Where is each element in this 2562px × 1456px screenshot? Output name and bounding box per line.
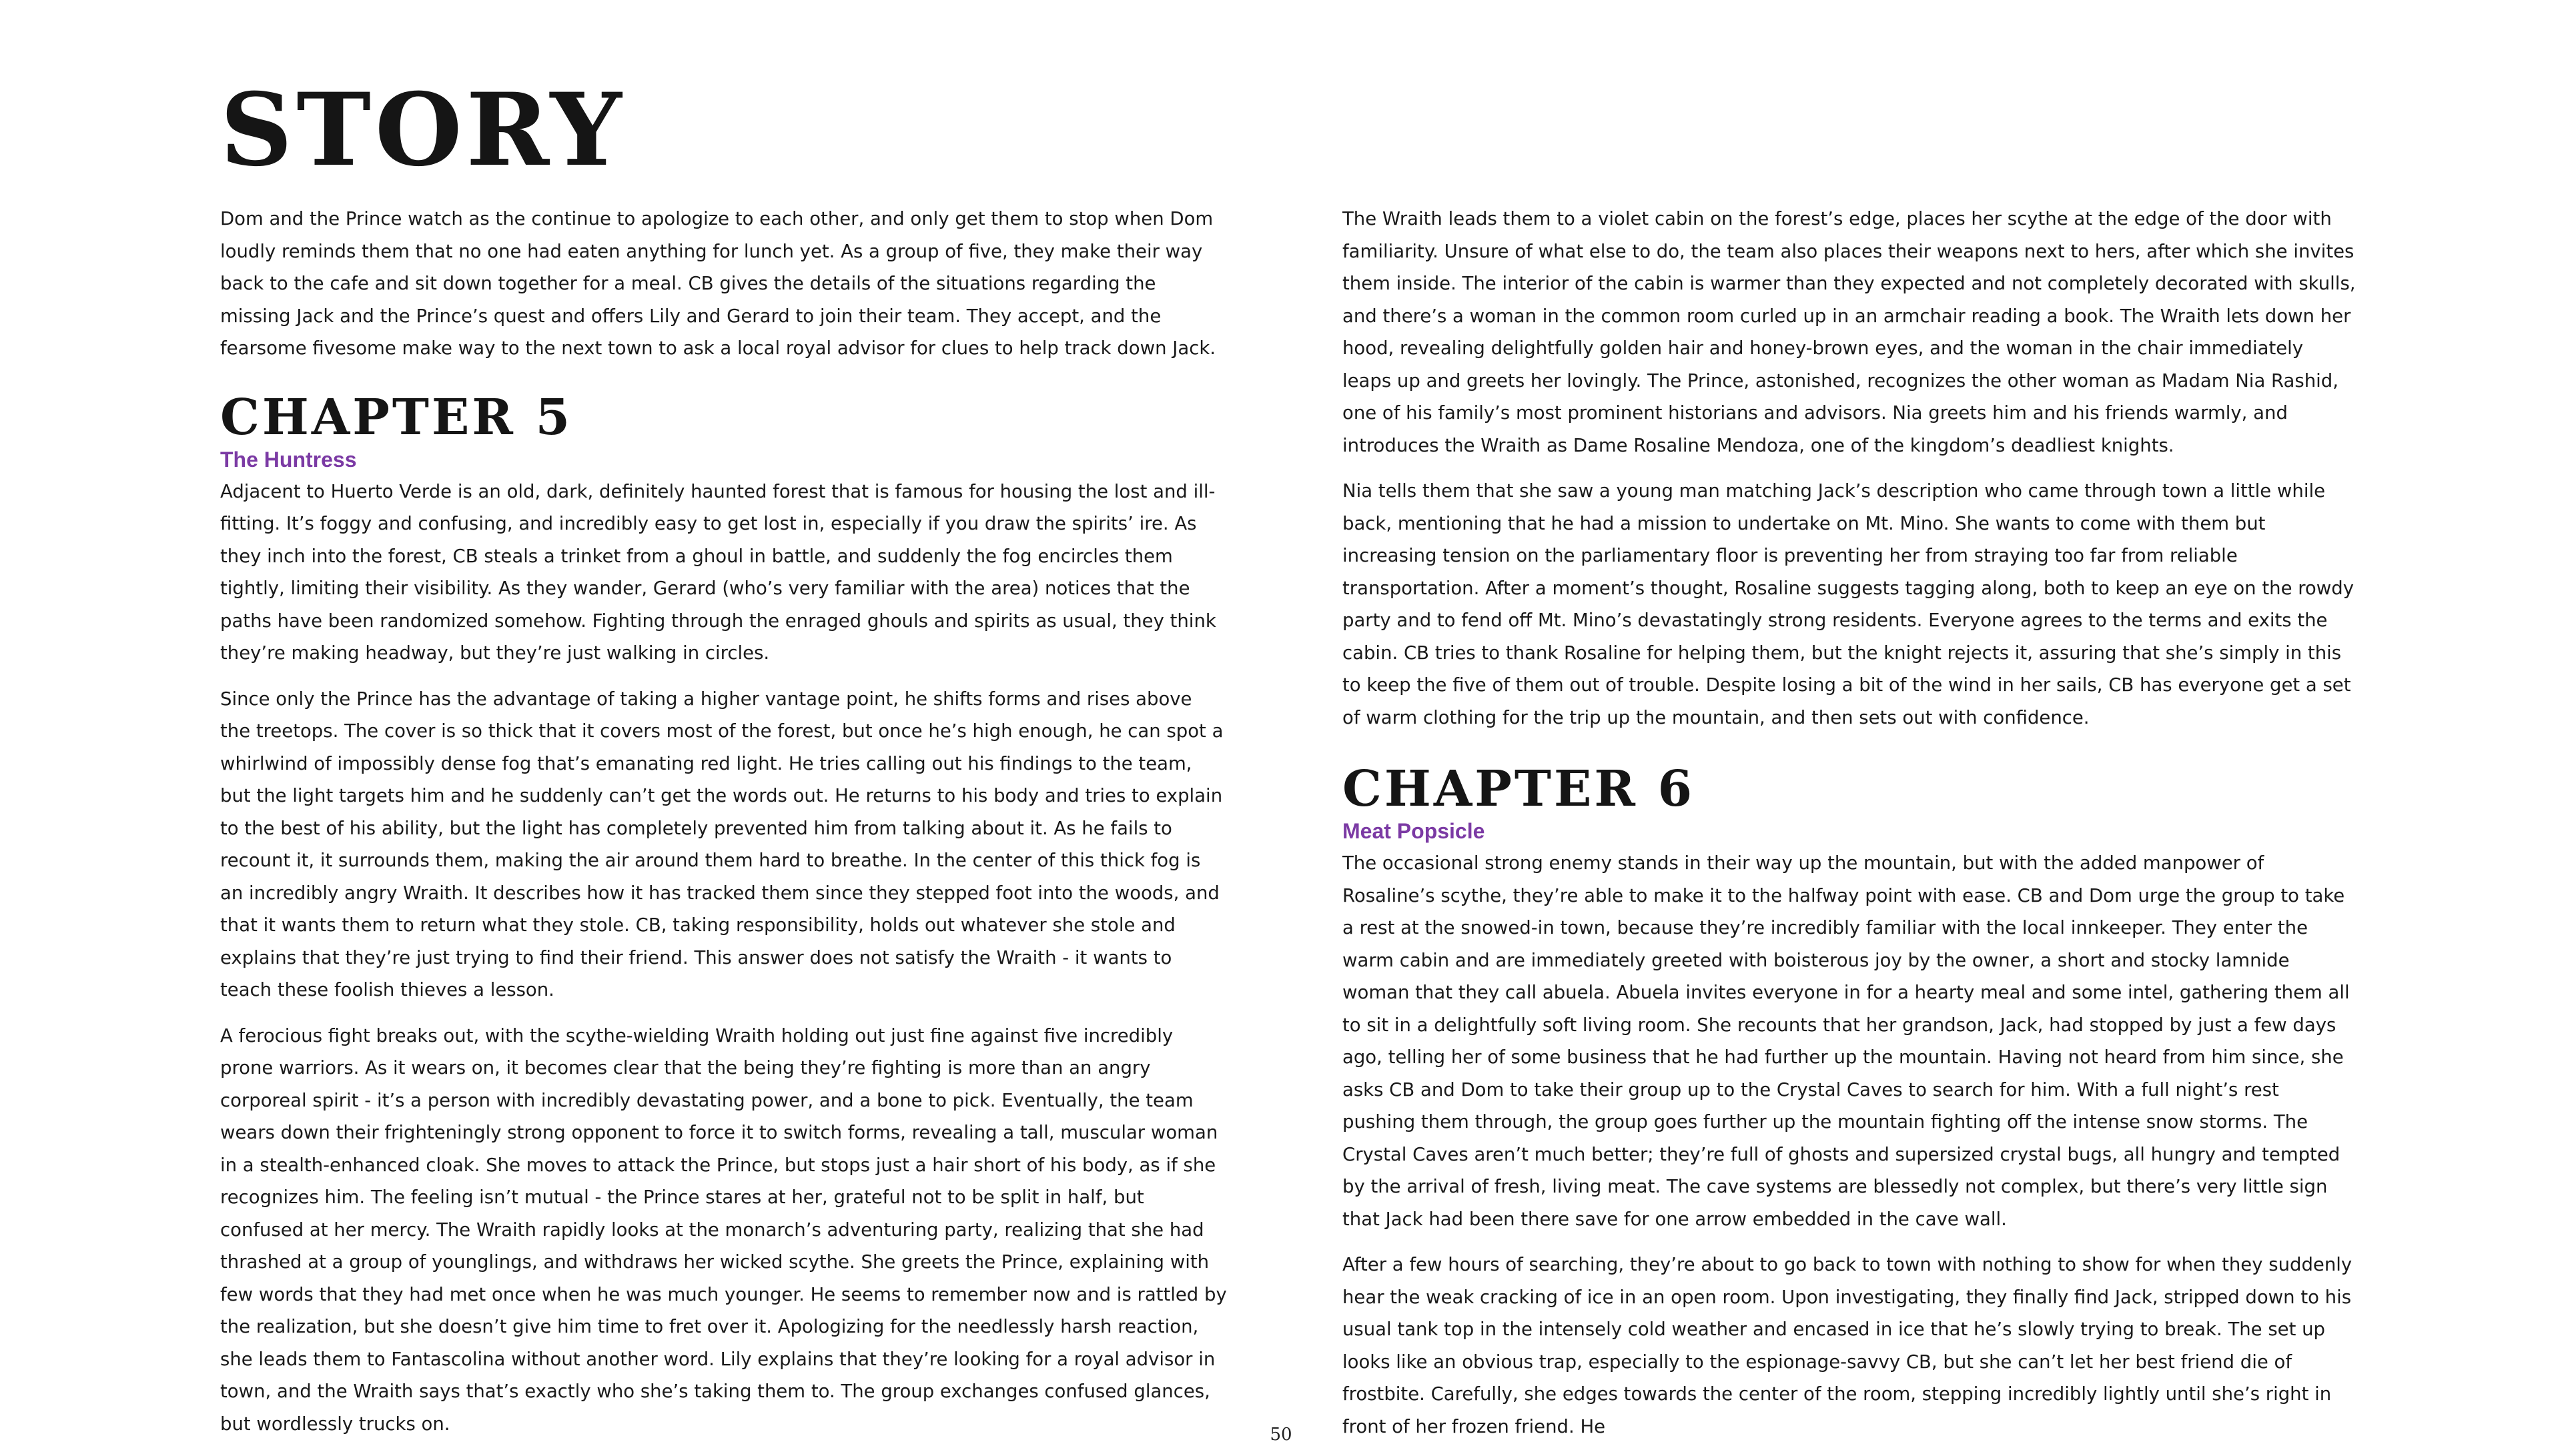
chapter-5-paragraph-2: Since only the Prince has the advantage of taking a higher vantage point, he shifts forms and rises above the treetops. The cover is so thick that it covers most of the forest, but once he’s high enough, he can spot a whirlwind of impossibly dense fog that’s emanating red light. He tries calling out his findings to the team, but the light targets him and he suddenly can’t get the words out. He returns to his body and tries to explain to the best of his ability, but the light has completely prevented him from talking about it. As he fails to recount it, it surrounds them, making the air around them hard to breathe. In the center of this thick fog is an incredibly angry Wraith. It describes how it has tracked them since they stepped foot into the woods, and that it wants them to return what they stole. CB, taking responsibility, holds out whatever she stole and explains that they’re just trying to find their friend. This answer does not satisfy the Wraith - it wants to teach these foolish thieves a lesson. [220,688,1224,1000]
chapter-6-paragraph-1: The occasional strong enemy stands in their way up the mountain, but with the added manpower of Rosaline’s scythe, they’re able to make it to the halfway point with ease. CB and Dom urge the group to take a rest at the snowed-in town, because they’re incredibly familiar with the local innkeeper. They enter the warm cabin and are immediately greeted with boisterous joy by the owner, a short and stocky lamnide woman that they call abuela. Abuela invites everyone in for a hearty meal and some intel, gathering them all to sit in a delightfully soft living room. She recounts that her grandson, Jack, had stopped by just a few days ago, telling her of some business that he had further up the mountain. Having not heard from him since, she asks CB and Dom to take their group up to the Crystal Caves to search for him. With a full night’s rest pushing them through, the group goes further up the mountain fighting off the intense snow storms. The Crystal Caves aren’t much better; they’re full of ghosts and supersized crystal bugs, all hungry and tempted by the arrival of fresh, living meat. The cave systems are blessedly not complex, but there’s very little sign that Jack had been there save for one arrow embedded in the cave wall. [1342,852,2350,1230]
chapter-6-subtitle: Meat Popsicle [1342,819,1485,843]
page-title: STORY [220,71,626,189]
chapter-5-paragraph-5: Nia tells them that she saw a young man matching Jack’s description who came through town a little while back, mentioning that he had a mission to undertake on Mt. Mino. She wants to come with them but increasing tension on the parliamentary floor is preventing her from straying too far from reliable transportation. After a moment’s thought, Rosaline suggests tagging along, both to keep an eye on the rowdy party and to fend off Mt. Mino’s devastatingly strong residents. Everyone agrees to the terms and exits the cabin. CB tries to thank Rosaline for helping them, but the knight rejects it, assuring that she’s simply in this to keep the five of them out of trouble. Despite losing a bit of the wind in her sails, CB has everyone get a set of warm clothing for the trip up the mountain, and then sets out with confidence. [1342,480,2354,728]
left-column [220,203,1228,1453]
chapter-5-title: CHAPTER 5 [220,388,573,446]
chapter-6-paragraph-2: After a few hours of searching, they’re about to go back to town with nothing to show for when they suddenly hear the weak cracking of ice in an open room. Upon investigating, they finally find Jack, stripped down to his usual tank top in the intensely cold weather and encased in ice that he’s slowly trying to break. The set up looks like an obvious trap, especially to the espionage-savvy CB, but she can’t let her best friend die of frostbite. Carefully, she edges towards the center of the room, stepping incredibly lightly until she’s right in front of her frozen friend. He [1342,1254,2353,1437]
right-column [1342,203,2357,1456]
chapter-5-heading [220,388,1228,474]
page-number: 50 [1270,1425,1292,1445]
chapter-5-paragraph-4: The Wraith leads them to a violet cabin on the forest’s edge, places her scythe at the edge of the door with familiarity. Unsure of what else to do, the team also places their weapons next to hers, after which she invites them inside. The interior of the cabin is warmer than they expected and not completely decorated with skulls, and there’s a woman in the common room curled up in an armchair reading a book. The Wraith lets down her hood, revealing delightfully golden hair and honey-brown eyes, and the woman in the chair immediately leaps up and greets her lovingly. The Prince, astonished, recognizes the other woman as Madam Nia Rashid, one of his family’s most prominent historians and advisors. Nia greets him and his friends warmly, and introduces the Wraith as Dame Rosaline Mendoza, one of the kingdom’s deadliest knights. [1342,208,2356,456]
chapter-6-heading [1342,760,2357,846]
chapter-5-subtitle: The Huntress [220,447,357,472]
intro-paragraph: Dom and the Prince watch as the continue to apologize to each other, and only get them to stop when Dom loudly reminds them that no one had eaten anything for lunch yet. As a group of five, they make their way back to the cafe and sit down together for a meal. CB gives the details of the situations regarding the missing Jack and the Prince’s quest and offers Lily and Gerard to join their team. They accept, and the fearsome fivesome make way to the next town to ask a local royal advisor for clues to help track down Jack. [220,208,1216,359]
chapter-6-title: CHAPTER 6 [1342,760,1695,818]
chapter-5-paragraph-3: A ferocious fight breaks out, with the scythe-wielding Wraith holding out just fine against five incredibly prone warriors. As it wears on, it becomes clear that the being they’re fighting is more than an angry corporeal spirit - it’s a person with incredibly devastating power, and a bone to pick. Eventually, the team wears down their frighteningly strong opponent to force it to switch forms, revealing a tall, muscular woman in a stealth-enhanced cloak. She moves to attack the Prince, but stops just a hair short of his body, as if she recognizes him. The feeling isn’t mutual - the Prince stares at her, grateful not to be split in half, but confused at her mercy. The Wraith rapidly looks at the monarch’s adventuring party, realizing that she had thrashed at a group of younglings, and withdraws her wicked scythe. She greets the Prince, explaining with few words that they had met once when he was much younger. He seems to remember now and is rattled by the realization, but she doesn’t give him time to fret over it. Apologizing for the needlessly harsh reaction, she leads them to Fantascolina without another word. Lily explains that they’re looking for a royal advisor in town, and the Wraith says that’s exactly who she’s taking them to. The group exchanges confused glances, but wordlessly trucks on. [220,1024,1227,1435]
chapter-5-paragraph-1: Adjacent to Huerto Verde is an old, dark, definitely haunted forest that is famous for housing the lost and ill-fitting. It’s foggy and confusing, and incredibly easy to get lost in, especially if you draw the spirits’ ire. As they inch into the forest, CB steals a trinket from a ghoul in battle, and suddenly the fog encircles them tightly, limiting their visibility. As they wander, Gerard (who’s very familiar with the area) notices that the paths have been randomized somehow. Fighting through the enraged ghouls and spirits as usual, they think they’re making headway, but they’re just walking in circles. [220,480,1216,664]
